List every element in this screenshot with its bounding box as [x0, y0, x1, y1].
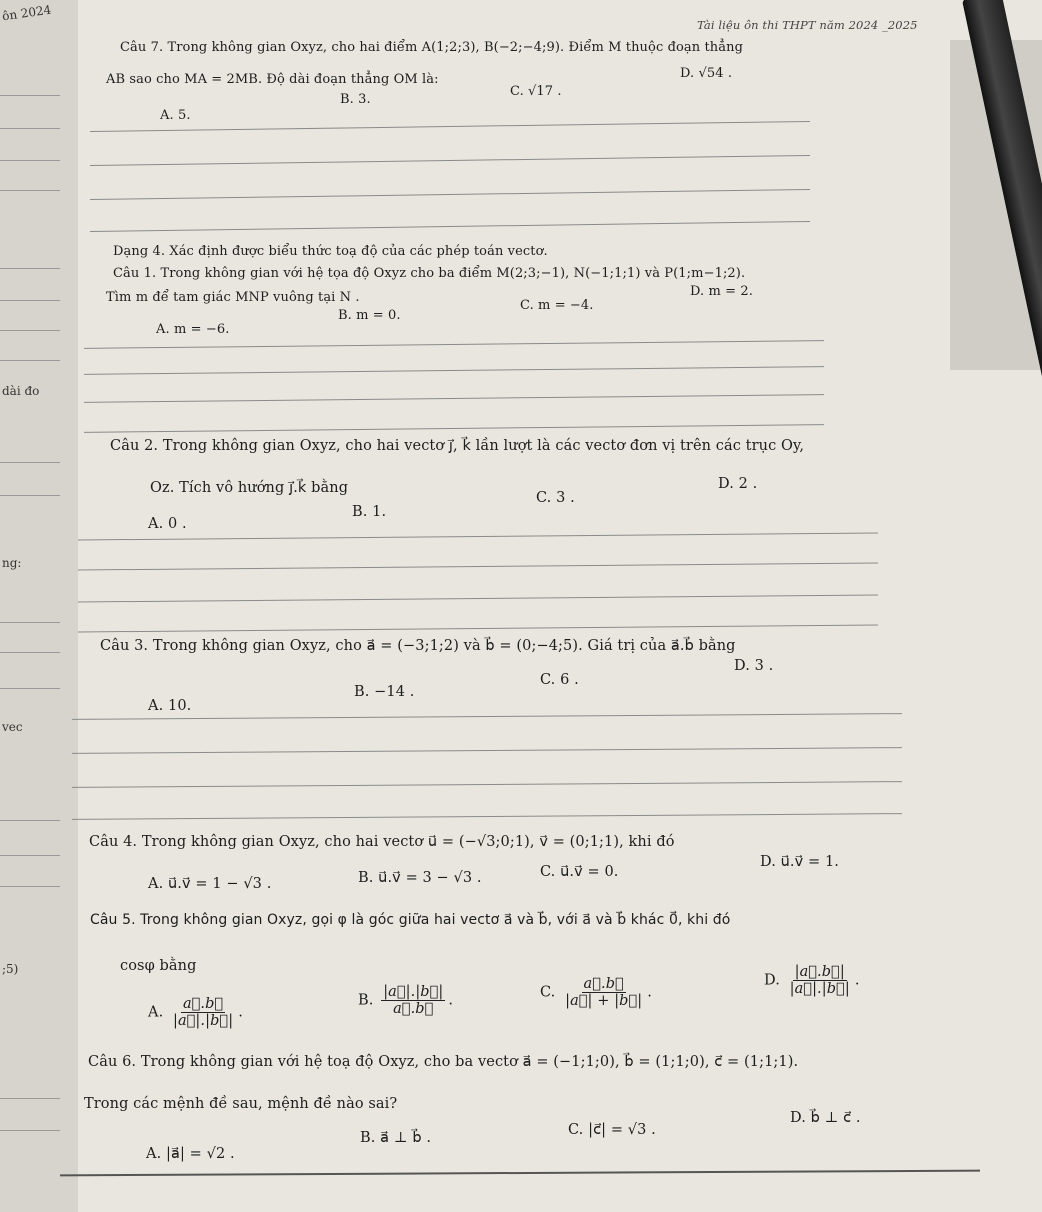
q5-option-c: C. $\frac{a⃗.b⃗}{|a⃗| + |b⃗|}$ .: [540, 976, 652, 1009]
answer-line: [60, 1170, 980, 1177]
q2-option-a: A. 0 .: [148, 516, 187, 532]
margin-line: [0, 300, 60, 301]
q5-option-c-denominator: |a⃗| + |b⃗|: [565, 993, 643, 1009]
q3-text: Câu 3. Trong không gian Oxyz, cho a⃗ = (−3;1;2) và b⃗ = (0;−4;5). Giá trị của a⃗.b⃗ bằng: [100, 638, 736, 654]
q1-option-d: D. m = 2.: [690, 284, 754, 299]
q5-option-c-numerator: a⃗.b⃗: [583, 976, 624, 992]
q4-option-b: B. u⃗.v⃗ = 3 − √3 .: [358, 870, 482, 886]
q5-option-d: D. $\frac{|a⃗.b⃗|}{|a⃗|.|b⃗|}$ .: [764, 964, 860, 997]
section-heading: Dạng 4. Xác định được biểu thức toạ độ của các phép toán vectơ.: [113, 244, 548, 259]
q5-option-a-letter: A.: [148, 1004, 164, 1021]
q6-option-c: C. |c⃗| = √3 .: [568, 1122, 656, 1138]
margin-line: [0, 652, 60, 653]
answer-line: [90, 121, 810, 132]
left-page-edge: [0, 0, 78, 1212]
q7-option-a: A. 5.: [160, 108, 191, 123]
answer-line: [72, 747, 902, 754]
q6-option-b: B. a⃗ ⊥ b⃗ .: [360, 1130, 432, 1146]
q5-option-c-fraction: [563, 976, 644, 1009]
q5-option-a: A. $\frac{a⃗.b⃗}{|a⃗|.|b⃗|}$ .: [148, 996, 243, 1029]
margin-line: [0, 462, 60, 463]
margin-line: [0, 688, 60, 689]
q5-text-line2: cosφ bằng: [120, 958, 197, 974]
q2-text-line2: Oz. Tích vô hướng j⃗.k⃗ bằng: [150, 480, 349, 496]
answer-line: [84, 366, 824, 375]
q5-option-d-fraction: [788, 964, 852, 997]
margin-fragment-3: ng:: [2, 556, 22, 570]
q5-option-a-fraction: [171, 996, 235, 1029]
answer-line: [72, 781, 902, 788]
q4-option-c: C. u⃗.v⃗ = 0.: [540, 864, 619, 880]
margin-line: [0, 622, 60, 623]
q4-option-a: A. u⃗.v⃗ = 1 − √3 .: [148, 876, 272, 892]
margin-line: [0, 160, 60, 161]
q6-option-d: D. b⃗ ⊥ c⃗ .: [790, 1110, 861, 1126]
q5-option-b-numerator: |a⃗|.|b⃗|: [383, 984, 444, 1000]
answer-line: [78, 563, 878, 571]
q3-option-b: B. −14 .: [354, 684, 415, 700]
answer-line: [72, 713, 902, 720]
margin-line: [0, 886, 60, 887]
margin-line: [0, 190, 60, 191]
q7-option-c: C. √17 .: [510, 84, 562, 99]
q1-option-c: C. m = −4.: [520, 298, 594, 313]
margin-line: [0, 855, 60, 856]
q1-text-line1: Câu 1. Trong không gian với hệ tọa độ Oxyz cho ba điểm M(2;3;−1), N(−1;1;1) và P(1;m−1;2).: [113, 266, 746, 281]
answer-line: [90, 155, 810, 166]
margin-line: [0, 128, 60, 129]
margin-line: [0, 360, 60, 361]
margin-line: [0, 1098, 60, 1099]
q5-option-a-denominator: |a⃗|.|b⃗|: [173, 1013, 234, 1029]
margin-line: [0, 268, 60, 269]
q1-option-b: B. m = 0.: [338, 308, 401, 323]
q2-option-c: C. 3 .: [536, 490, 575, 506]
q5-option-c-letter: C.: [540, 984, 556, 1001]
q3-option-a: A. 10.: [148, 698, 192, 714]
margin-line: [0, 330, 60, 331]
q4-text: Câu 4. Trong không gian Oxyz, cho hai vectơ u⃗ = (−√3;0;1), v⃗ = (0;1;1), khi đó: [89, 834, 675, 850]
margin-fragment-2: dài đo: [2, 384, 40, 398]
margin-fragment-4: vec: [2, 720, 23, 734]
q7-text-line2: AB sao cho MA = 2MB. Độ dài đoạn thẳng OM là:: [106, 72, 439, 87]
q5-option-b-denominator: a⃗.b⃗: [393, 1001, 434, 1017]
answer-line: [78, 595, 878, 603]
answer-line: [72, 813, 902, 820]
answer-line: [90, 221, 810, 232]
q1-option-a: A. m = −6.: [156, 322, 230, 337]
q5-option-d-denominator: |a⃗|.|b⃗|: [789, 981, 850, 997]
q2-option-b: B. 1.: [352, 504, 387, 520]
margin-line: [0, 820, 60, 821]
q3-option-c: C. 6 .: [540, 672, 579, 688]
margin-fragment-5: ;5): [2, 962, 19, 976]
q5-option-a-numerator: a⃗.b⃗: [182, 996, 224, 1012]
q5-option-b-fraction: [381, 984, 445, 1017]
q6-option-a: A. |a⃗| = √2 .: [146, 1146, 235, 1162]
q5-option-d-numerator: |a⃗.b⃗|: [794, 964, 845, 980]
q2-text-line1: Câu 2. Trong không gian Oxyz, cho hai vectơ j⃗, k⃗ lần lượt là các vectơ đơn vị trên các trục Oy,: [110, 438, 805, 454]
answer-line: [84, 394, 824, 403]
q5-option-b-letter: B.: [358, 992, 374, 1009]
q7-option-d: D. √54 .: [680, 66, 733, 81]
q3-option-d: D. 3 .: [734, 658, 774, 674]
answer-line: [90, 189, 810, 200]
answer-line: [78, 533, 878, 541]
margin-line: [0, 495, 60, 496]
q6-text-line2: Trong các mệnh đề sau, mệnh đề nào sai?: [84, 1096, 398, 1112]
q7-text-line1: Câu 7. Trong không gian Oxyz, cho hai điểm A(1;2;3), B(−2;−4;9). Điểm M thuộc đoạn thẳng: [120, 40, 744, 55]
q5-option-d-letter: D.: [764, 972, 780, 989]
q6-text-line1: Câu 6. Trong không gian với hệ toạ độ Oxyz, cho ba vectơ a⃗ = (−1;1;0), b⃗ = (1;1;0), c⃗ = (1;1;1).: [88, 1054, 799, 1070]
answer-line: [84, 340, 824, 349]
q5-text-line1: Câu 5. Trong không gian Oxyz, gọi φ là góc giữa hai vectơ a⃗ và b⃗, với a⃗ và b⃗ khác 0⃗, khi đó: [90, 912, 731, 928]
q7-option-b: B. 3.: [340, 92, 371, 107]
q5-option-b: B. $\frac{|a⃗|.|b⃗|}{a⃗.b⃗}$ .: [358, 984, 454, 1017]
answer-line: [84, 424, 824, 433]
answer-line: [78, 625, 878, 633]
q2-option-d: D. 2 .: [718, 476, 758, 492]
q4-option-d: D. u⃗.v⃗ = 1.: [760, 854, 840, 870]
margin-fragment-1: ôn 2024: [1, 2, 53, 24]
margin-line: [0, 1130, 60, 1131]
page-header: Tài liệu ôn thi THPT năm 2024 _2025: [697, 18, 918, 32]
margin-line: [0, 95, 60, 96]
q1-text-line2: Tìm m để tam giác MNP vuông tại N .: [106, 290, 360, 305]
